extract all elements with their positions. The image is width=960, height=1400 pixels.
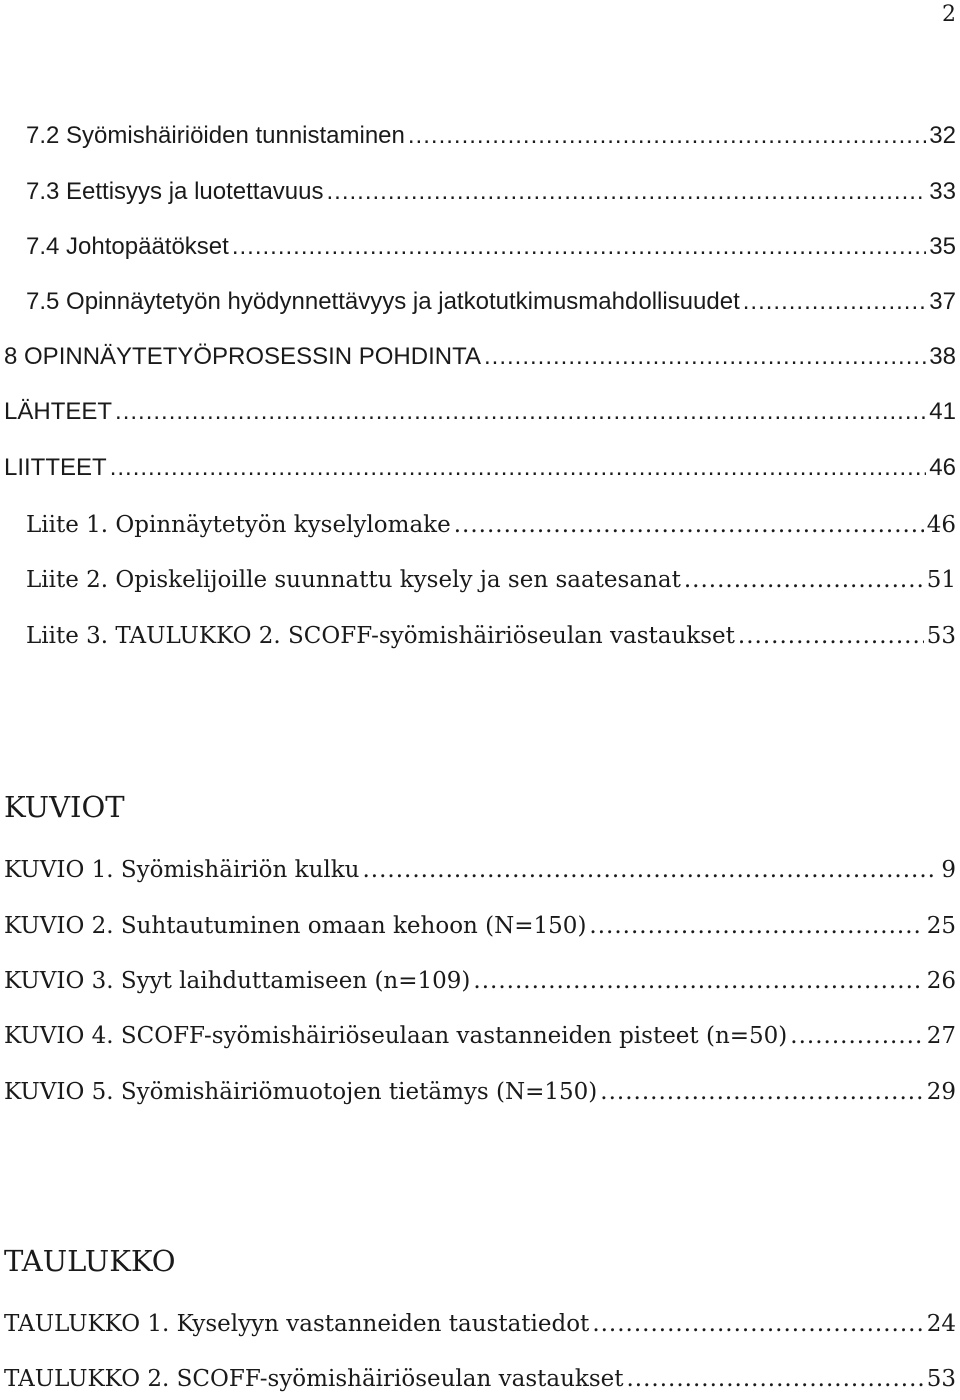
toc-leader-dots	[110, 453, 927, 483]
figure-entry-page: 9	[941, 857, 956, 883]
figure-entry	[4, 1077, 956, 1107]
figure-entry-text: KUVIO 3. Syyt laihduttamiseen (n=109)	[4, 968, 471, 994]
figure-entry-text: KUVIO 5. Syömishäiriömuotojen tietämys (N=150)	[4, 1079, 598, 1105]
toc-leader-dots	[684, 565, 924, 595]
toc-entry	[26, 510, 956, 540]
toc-entry-text: 7.3 Eettisyys ja luotettavuus	[26, 178, 324, 205]
toc-entry-page: 38	[929, 343, 956, 370]
toc-entry-text: LÄHTEET	[4, 398, 113, 425]
toc-leader-dots	[408, 121, 926, 151]
toc-entry	[26, 177, 956, 207]
toc-entry-text: 7.2 Syömishäiriöiden tunnistaminen	[26, 122, 405, 149]
figure-entry-page: 26	[926, 968, 956, 994]
toc-entry	[26, 121, 956, 151]
toc-leader-dots	[484, 342, 926, 372]
tables-heading: TAULUKKO	[4, 1244, 176, 1278]
toc-entry-page: 33	[929, 178, 956, 205]
toc-leader-dots	[627, 1364, 924, 1394]
figure-entry-text: KUVIO 1. Syömishäiriön kulku	[4, 857, 360, 883]
toc-entry-page: 53	[926, 623, 956, 649]
figure-entry-text: KUVIO 2. Suhtautuminen omaan kehoon (N=150)	[4, 913, 587, 939]
figure-entry	[4, 911, 956, 941]
toc-entry	[26, 621, 956, 651]
toc-leader-dots	[115, 397, 926, 427]
figure-entry	[4, 1021, 956, 1051]
toc-entry-text: 7.5 Opinnäytetyön hyödynnettävyys ja jatkotutkimusmahdollisuudet	[26, 288, 740, 315]
figures-heading: KUVIOT	[4, 790, 125, 824]
toc-entry-text: 7.4 Johtopäätökset	[26, 233, 229, 260]
toc-leader-dots	[600, 1077, 923, 1107]
toc-leader-dots	[232, 232, 926, 262]
toc-leader-dots	[743, 287, 927, 317]
page-number: 2	[942, 2, 956, 27]
toc-entry-text: LIITTEET	[4, 454, 107, 481]
table-entry	[4, 1309, 956, 1339]
table-entry	[4, 1364, 956, 1394]
table-entry-text: TAULUKKO 1. Kyselyyn vastanneiden taustatiedot	[4, 1311, 590, 1337]
toc-entry-page: 46	[926, 512, 956, 538]
toc-entry-page: 35	[929, 233, 956, 260]
toc-leader-dots	[473, 966, 923, 996]
toc-entry-text: Liite 3. TAULUKKO 2. SCOFF-syömishäiriöseulan vastaukset	[26, 623, 735, 649]
table-entry-text: TAULUKKO 2. SCOFF-syömishäiriöseulan vastaukset	[4, 1366, 624, 1392]
figure-entry-page: 29	[926, 1079, 956, 1105]
figure-entry-page: 25	[926, 913, 956, 939]
toc-entry	[4, 453, 956, 483]
figure-entry-page: 27	[926, 1023, 956, 1049]
table-entry-page: 24	[926, 1311, 956, 1337]
toc-entry-text: 8 OPINNÄYTETYÖPROSESSIN POHDINTA	[4, 343, 481, 370]
figure-entry	[4, 966, 956, 996]
toc-entry	[26, 232, 956, 262]
toc-entry	[26, 565, 956, 595]
toc-leader-dots	[454, 510, 924, 540]
toc-leader-dots	[738, 621, 924, 651]
toc-leader-dots	[589, 911, 923, 941]
figure-entry	[4, 855, 956, 885]
toc-entry-page: 51	[926, 567, 956, 593]
toc-leader-dots	[592, 1309, 923, 1339]
toc-leader-dots	[327, 177, 927, 207]
figure-entry-text: KUVIO 4. SCOFF-syömishäiriöseulaan vastanneiden pisteet (n=50)	[4, 1023, 788, 1049]
toc-entry-text: Liite 2. Opiskelijoille suunnattu kysely ja sen saatesanat	[26, 567, 681, 593]
toc-entry	[4, 342, 956, 372]
toc-leader-dots	[790, 1021, 923, 1051]
toc-entry-page: 46	[929, 454, 956, 481]
toc-entry-page: 41	[929, 398, 956, 425]
toc-entry	[26, 287, 956, 317]
toc-entry-page: 37	[929, 288, 956, 315]
toc-leader-dots	[363, 855, 939, 885]
toc-entry	[4, 397, 956, 427]
table-entry-page: 53	[926, 1366, 956, 1392]
toc-entry-page: 32	[929, 122, 956, 149]
toc-entry-text: Liite 1. Opinnäytetyön kyselylomake	[26, 512, 451, 538]
